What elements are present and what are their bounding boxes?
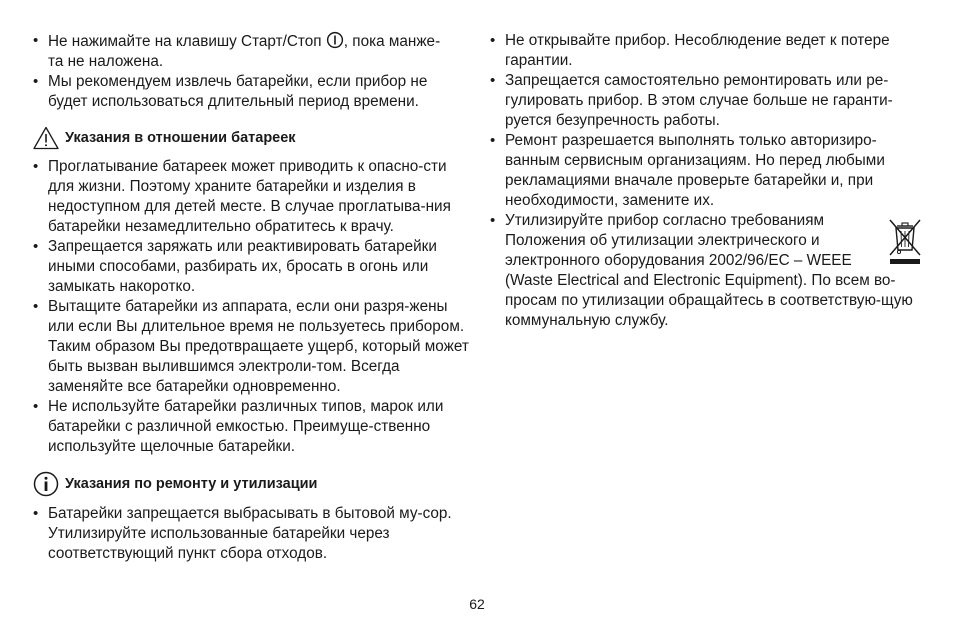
batteries-list [33,157,469,457]
list-item: • Не открывайте прибор. Несоблюдение ведет к потере гарантии. [490,31,922,71]
repair-heading: Указания по ремонту и утилизации [33,471,469,497]
warning-triangle-icon [33,126,59,150]
right-column [490,31,922,331]
crossed-bin-icon [888,217,922,265]
repair-list [33,504,469,564]
page-number: 62 [469,596,485,612]
list-item: • Запрещается самостоятельно ремонтировать или ре-гулировать прибор. В этом случае больше не гаранти-руется безупречность работы. [490,71,922,131]
weee-text: • Утилизируйте прибор согласно требованиям Положения об утилизации электрического и электронного оборудования 2002/96/EC – WEEE [505,212,852,269]
intro-list [33,31,469,112]
info-icon [33,471,59,497]
list-item-weee [490,211,922,331]
list-item: • Мы рекомендуем извлечь батарейки, если прибор не будет использоваться длительный период времени. [33,72,469,112]
power-icon [326,31,344,49]
batteries-heading: Указания в отношении батареек [33,126,469,150]
device-list [490,31,922,331]
list-item: • Не нажимайте на клавишу Старт/Стоп , пока манже- та не наложена. [33,31,469,72]
list-item: • Батарейки запрещается выбрасывать в бытовой му-сор. Утилизируйте использованные батарейки через соответствующий пункт сбора отходов. [33,504,469,564]
list-item: • Проглатывание батареек может приводить к опасно-сти для жизни. Поэтому храните батарейки и изделия в недоступном для детей месте. В случае проглатыва-ния батарейки незамедлительно обратитесь к врачу. [33,157,469,237]
list-item: • Вытащите батарейки из аппарата, если они разря-жены или если Вы длительное время не пользуетесь прибором. Таким образом Вы предотвращаете ущерб, который может быть вызван вылившимся электроли-том. Всегда заменяйте все батарейки одновременно. [33,297,469,397]
left-column [33,31,469,564]
list-item: • Запрещается заряжать или реактивировать батарейки иными способами, разбирать их, бросать в огонь или замыкать накоротко. [33,237,469,297]
list-item: • Ремонт разрешается выполнять только авторизиро-ванным сервисным организациям. Но перед любыми рекламациями вначале проверьте батарейки и, при необходимости, замените их. [490,131,922,211]
list-item: • Не используйте батарейки различных типов, марок или батарейки с различной емкостью. Преимуще-ственно используйте щелочные батарейки. [33,397,469,457]
weee-text-continued: (Waste Electrical and Electronic Equipment). По всем во-просам по утилизации обращайтесь в соответствую-щую коммунальную службу. [505,272,913,329]
